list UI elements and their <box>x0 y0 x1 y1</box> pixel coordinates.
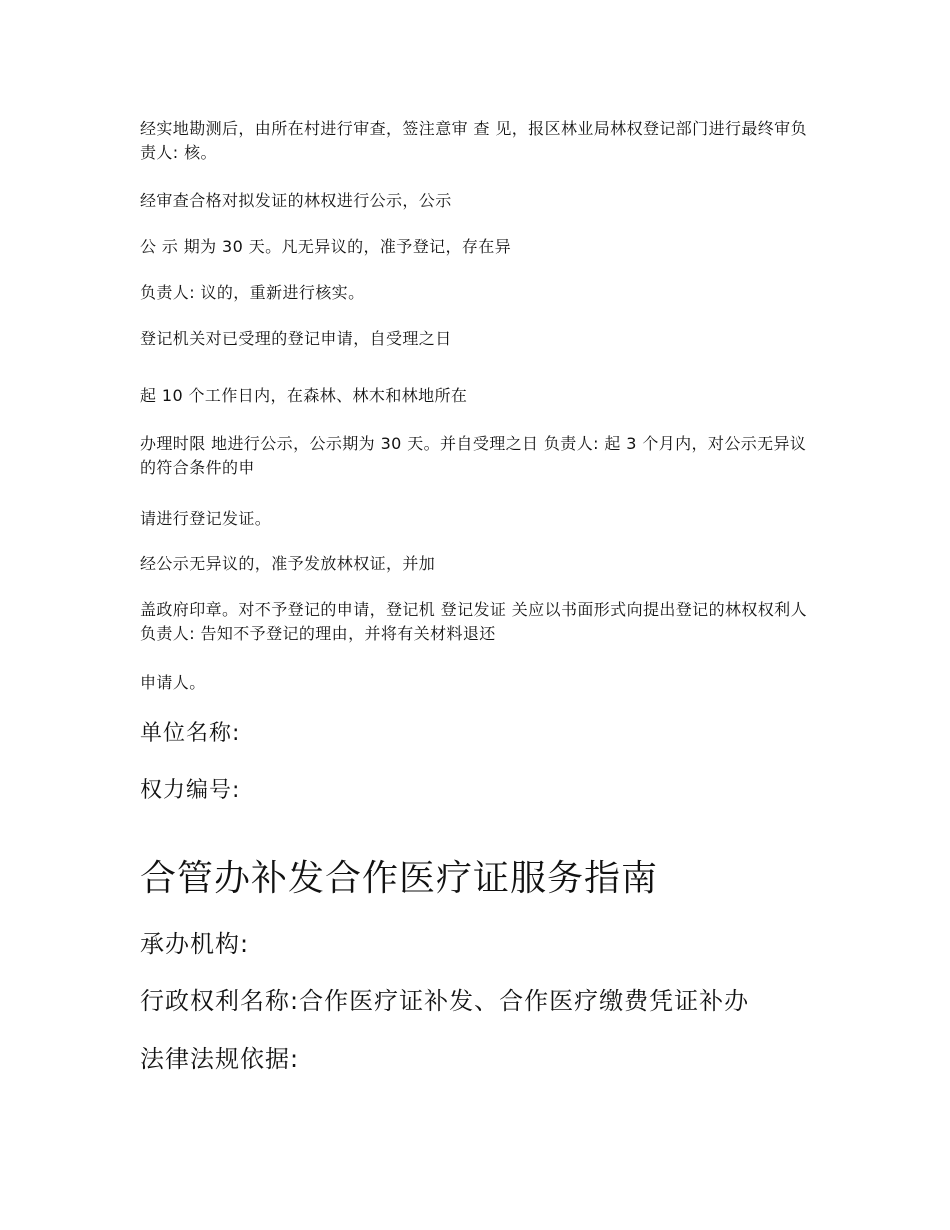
unit-name-label: 单位名称: <box>140 721 241 746</box>
guide-title: 合管办补发合作医疗证服务指南 <box>140 858 659 899</box>
organizer-label: 承办机构: <box>140 930 250 958</box>
paragraph-acceptance: 登记机关对已受理的登记申请，自受理之日 <box>140 329 452 348</box>
power-name-label: 行政权利名称:合作医疗证补发、合作医疗缴费凭证补办 <box>140 987 750 1015</box>
paragraph-publicity-intro: 经审查合格对拟发证的林权进行公示，公示 <box>140 191 452 210</box>
paragraph-issue-certificate: 请进行登记发证。 <box>140 509 272 528</box>
legal-basis-label: 法律法规依据: <box>140 1045 300 1073</box>
paragraph-applicant: 申请人。 <box>140 673 206 692</box>
paragraph-review: 经实地勘测后，由所在村进行审查，签注意审 查 见，报区林业局林权登记部门进行最终审负责人: 核。 <box>140 119 807 162</box>
paragraph-publicity-period: 公 示 期为 30 天。凡无异议的，准予登记，存在异 <box>140 237 512 256</box>
paragraph-workdays: 起 10 个工作日内，在森林、林木和林地所在 <box>140 386 468 405</box>
paragraph-grant-certificate: 经公示无异议的，准予发放林权证，并加 <box>140 554 436 573</box>
paragraph-rejection: 盖政府印章。对不予登记的申请，登记机 登记发证 关应以书面形式向提出登记的林权权利人 负责人: 告知不予登记的理由，并将有关材料退还 <box>140 600 807 643</box>
power-number-label: 权力编号: <box>140 778 241 803</box>
paragraph-time-limit: 办理时限 地进行公示，公示期为 30 天。并自受理之日 负责人: 起 3 个月内，对公示无异议的符合条件的申 <box>140 434 807 477</box>
paragraph-recheck: 负责人: 议的，重新进行核实。 <box>140 283 365 302</box>
